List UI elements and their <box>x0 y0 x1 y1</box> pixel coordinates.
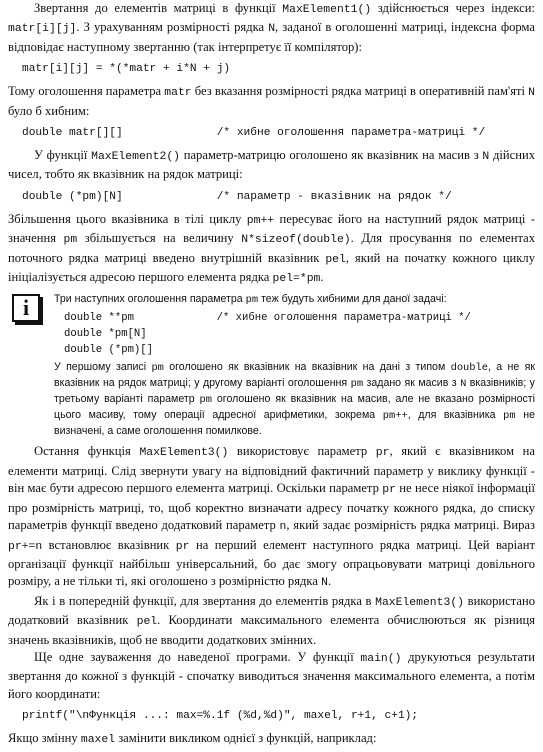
code-line: double *pm[N] <box>64 328 147 341</box>
code-inline-pr-plus-n: pr+=n <box>8 540 43 553</box>
info-i-icon: i <box>12 294 40 322</box>
text: не визначені, а саме оголошення помилкове. <box>54 409 535 438</box>
code-inline-pm: pm <box>245 294 259 307</box>
code-line: double (*pm)[] <box>64 344 154 357</box>
text: не несе ніякої інформації про розмірність матриці, то, щоб коректно визначати адресу початку кожного рядка, до списку параметрів функції введено додатковий параметр <box>8 481 535 533</box>
code-inline-maxel: maxel <box>80 734 116 747</box>
text: . <box>320 270 324 285</box>
text: параметр-матрицю оголошено як вказівник на масив з <box>180 148 483 163</box>
code-inline-pel: pel <box>136 616 158 629</box>
text: Остання функція <box>34 444 140 459</box>
code-inline-n: N <box>460 378 467 391</box>
paragraph-pointer-increment <box>8 211 535 289</box>
code-block-printf: printf("\nФункція ...: max=%.1f (%d,%d)", maxel, r+1, c+1); <box>22 710 419 723</box>
text: , для вказівника <box>407 409 504 422</box>
text: оголошено як вказівник на масив, але не вказано розмірності цього масиву, тому операції адресної арифметики, зокрема <box>54 393 535 422</box>
paragraph-maxelement3 <box>8 443 535 592</box>
code-block-index-form: matr[i][j] = *(*matr + i*N + j) <box>22 63 231 76</box>
text: Тому оголошення параметра <box>8 84 165 99</box>
text: було б хибним: <box>8 103 90 118</box>
note-intro <box>54 292 535 308</box>
paragraph-matrix-indexing <box>8 0 535 56</box>
text: вказівників; у третьому варіанті параметр <box>54 377 535 406</box>
code-inline-maxelement3: MaxElement3() <box>139 447 229 460</box>
code-inline-pm: pm <box>63 234 78 247</box>
code-inline-pm: pm <box>350 378 364 391</box>
paragraph-maxel-replace <box>8 730 535 749</box>
paragraph-main-output <box>8 649 535 703</box>
text: . <box>327 574 332 589</box>
code-inline-pr: pr <box>175 540 190 553</box>
code-inline-pm: pm <box>151 362 164 375</box>
code-inline-maxelement2: MaxElement2() <box>91 151 180 164</box>
text: Якщо змінну <box>8 731 81 746</box>
text: встановлює вказівник <box>42 537 176 552</box>
text: , а не як вказівник на рядок матриці; у другому варіанті оголошення <box>54 361 535 390</box>
text: теж будуть хибними для даної задачі: <box>258 293 447 306</box>
code-inline-n: n <box>279 521 287 534</box>
code-block-row-pointer: double (*pm)[N] /* параметр - вказівник на рядок */ <box>22 190 452 203</box>
code-inline-main: main() <box>360 652 402 665</box>
text: Ще одне зауваження до наведеної програми. У функції <box>34 649 361 664</box>
code-inline-double: double <box>450 362 488 375</box>
text: , який є вказівником на елементи матриці. Слід звернути увагу на відповідний фактичний параметр у виклику функції - він має бути адресою першого елемента матриці. Оскільки параметр <box>8 444 535 496</box>
text: , заданої в оголошенні матриці, індексна форма відповідає наступному звертанню (так інтерпретує її компілятор): <box>8 20 535 54</box>
text: здійснюється через індекси: <box>371 1 535 15</box>
text: друкуються результати звертання до кожної з функцій - спочатку виводиться значення максимального елемента, а потім його координати: <box>8 649 535 701</box>
code-inline-n: N <box>268 23 276 36</box>
paragraph-matr-declaration <box>8 83 535 120</box>
text: оголошено як вказівник на вказівник на дані з типом <box>163 361 451 374</box>
text: пересуває його на наступний рядок матриці - значення <box>8 211 535 246</box>
code-inline-pel: pel <box>325 253 346 266</box>
code-inline-pm-increment: pm++ <box>382 410 408 423</box>
text: дійсних чисел, тобто як вказівник на рядок матриці: <box>8 148 535 182</box>
text: У першому записі <box>54 361 152 374</box>
text: збільшується на величину <box>77 231 242 246</box>
note-code-block <box>64 310 535 358</box>
paragraph-maxelement2 <box>8 147 535 184</box>
code-inline-pr: pr <box>375 447 390 460</box>
text: . З урахуванням розмірності рядка <box>76 20 269 35</box>
code-inline-pm: pm <box>199 394 213 407</box>
text: замінити викликом однієї з функцій, наприклад: <box>115 731 377 746</box>
text: Збільшення цього вказівника в тілі циклу <box>8 211 247 226</box>
text: , який задає розмірність рядка матриці. Вираз <box>286 518 535 533</box>
code-inline-matr: matr <box>164 87 192 100</box>
text: використовує параметр <box>228 444 376 459</box>
text: використано додатковий вказівник <box>8 593 535 628</box>
code-inline-n: N <box>321 577 328 590</box>
text: , який на початку кожного циклу ініціалізується адресою першого елемента рядка <box>8 250 536 285</box>
code-inline-pr: pr <box>382 484 396 497</box>
text: Як і в попередній функції, для звертання до елементів рядка в <box>34 593 376 608</box>
code-inline-maxelement1: MaxElement1() <box>282 4 372 16</box>
text: . Координати максимального елемента обчислюються як різниця значень вказівників, щоб не вводити додаткових змінних. <box>8 613 535 647</box>
info-note <box>8 292 535 439</box>
text: без вказання розмірності рядка матриці в оперативній пам'яті <box>191 84 529 99</box>
code-line: double **pm /* хибне оголошення параметра-матриці */ <box>64 312 471 325</box>
text: Звертання до елементів матриці в функції <box>34 1 283 15</box>
text: задано як масив з <box>363 377 461 390</box>
note-explanation <box>54 360 535 439</box>
code-inline-pel-init: pel=*pm <box>272 273 321 286</box>
code-inline-pm-increment: pm++ <box>246 214 275 227</box>
paragraph-coordinates <box>8 593 535 649</box>
code-inline-n: N <box>482 151 490 164</box>
code-inline-n: N <box>528 87 535 100</box>
code-inline-index: matr[i][j] <box>8 23 77 36</box>
text: У функції <box>34 148 92 163</box>
text: . Для просування по елементах поточного рядка матриці введено внутрішній вказівник <box>8 231 535 265</box>
code-block-wrong-declaration: double matr[][] /* хибне оголошення параметра-матриці */ <box>22 127 486 140</box>
code-inline-sizeof: N*sizeof(double) <box>241 234 351 247</box>
code-inline-maxelement3: MaxElement3() <box>375 596 464 609</box>
text: Три наступних оголошення параметра <box>54 293 246 306</box>
text: на перший елемент наступного рядка матриці. Цей варіант організації функції найбільш універсальний, бо дає змогу опрацьовувати матриці довільного розміру, а не тільки ті, які оголошено з розмірністю рядка <box>8 537 535 589</box>
code-inline-pm: pm <box>503 410 516 423</box>
